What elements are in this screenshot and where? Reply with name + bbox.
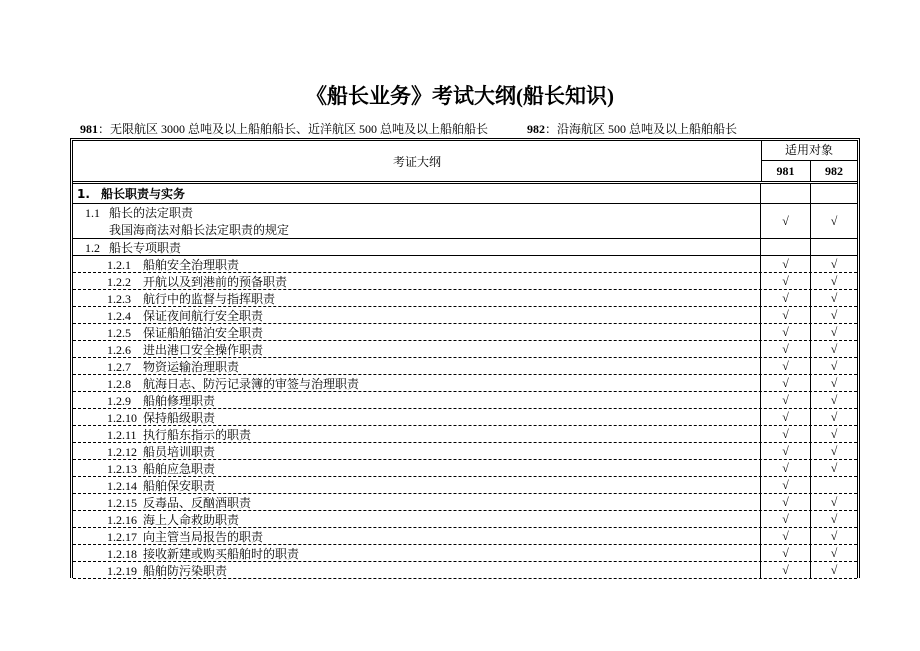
check-981 bbox=[761, 239, 811, 255]
check-mark-icon: √ bbox=[830, 443, 838, 458]
check-981 bbox=[761, 184, 811, 203]
row-text bbox=[73, 545, 761, 561]
row-number: 1.2.5 bbox=[107, 325, 131, 340]
row-number: 1.2.2 bbox=[107, 274, 131, 289]
check-981 bbox=[761, 460, 811, 476]
table-row bbox=[73, 443, 857, 460]
check-mark-icon: √ bbox=[830, 528, 838, 543]
check-981 bbox=[761, 204, 811, 238]
check-mark-icon: √ bbox=[830, 375, 838, 390]
check-mark-icon: √ bbox=[830, 494, 838, 509]
row-number: 1.2.8 bbox=[107, 376, 131, 391]
check-981 bbox=[761, 341, 811, 357]
row-title: 船长职责与实务 bbox=[101, 187, 186, 201]
row-text bbox=[73, 256, 761, 272]
check-981 bbox=[761, 562, 811, 578]
table-row bbox=[73, 460, 857, 477]
check-mark-icon: √ bbox=[830, 307, 838, 322]
row-text bbox=[73, 290, 761, 306]
check-982 bbox=[811, 307, 857, 323]
row-number: 1.2.6 bbox=[107, 342, 131, 357]
table-row bbox=[73, 409, 857, 426]
table-row bbox=[73, 204, 857, 239]
row-number: 1.2 bbox=[85, 240, 100, 255]
row-number: 1.2.9 bbox=[107, 393, 131, 408]
row-text bbox=[73, 239, 761, 255]
check-982 bbox=[811, 256, 857, 272]
row-title: 接收新建或购买船舶时的职责 bbox=[143, 546, 300, 561]
table-row bbox=[73, 562, 857, 579]
row-text bbox=[73, 409, 761, 425]
table-row bbox=[73, 324, 857, 341]
check-mark-icon: √ bbox=[830, 511, 838, 526]
note-982: 982：沿海航区 500 总吨及以上船舶船长 bbox=[527, 122, 738, 136]
check-982 bbox=[811, 426, 857, 442]
check-982 bbox=[811, 409, 857, 425]
check-mark-icon: √ bbox=[782, 562, 789, 577]
row-text bbox=[73, 204, 761, 238]
row-title: 船长专项职责 bbox=[109, 240, 182, 255]
row-number: 1.2.14 bbox=[107, 478, 137, 493]
note-981: 981：无限航区 3000 总吨及以上船舶船长、近洋航区 500 总吨及以上船舶船长 bbox=[80, 122, 489, 136]
check-mark-icon: √ bbox=[830, 273, 838, 288]
row-title: 船舶安全治理职责 bbox=[143, 257, 240, 272]
check-982 bbox=[811, 477, 857, 493]
check-981 bbox=[761, 273, 811, 289]
check-981 bbox=[761, 443, 811, 459]
row-text bbox=[73, 426, 761, 442]
row-text bbox=[73, 443, 761, 459]
table-row bbox=[73, 239, 857, 256]
row-title: 进出港口安全操作职责 bbox=[143, 342, 264, 357]
row-subtext: 我国海商法对船长法定职责的规定 bbox=[109, 223, 290, 237]
header-syllabus: 考证大纲 bbox=[73, 141, 762, 181]
check-981 bbox=[761, 256, 811, 272]
row-title: 船舶防污染职责 bbox=[143, 563, 228, 578]
check-mark-icon: √ bbox=[830, 256, 838, 271]
table-row bbox=[73, 358, 857, 375]
row-text bbox=[73, 324, 761, 340]
check-982 bbox=[811, 511, 857, 527]
check-mark-icon: √ bbox=[830, 409, 838, 424]
check-982 bbox=[811, 239, 857, 255]
check-mark-icon: √ bbox=[782, 392, 789, 407]
check-982 bbox=[811, 443, 857, 459]
header-982: 982 bbox=[825, 164, 843, 178]
table-row bbox=[73, 307, 857, 324]
row-text bbox=[73, 494, 761, 510]
check-mark-icon: √ bbox=[830, 213, 838, 228]
check-mark-icon: √ bbox=[782, 256, 789, 271]
table-row bbox=[73, 426, 857, 443]
row-text bbox=[73, 528, 761, 544]
table-row bbox=[73, 375, 857, 392]
row-title: 航海日志、防污记录簿的审签与治理职责 bbox=[143, 376, 360, 391]
table-body bbox=[73, 184, 857, 578]
check-mark-icon: √ bbox=[782, 511, 789, 526]
row-text bbox=[73, 273, 761, 289]
row-number: 1.2.4 bbox=[107, 308, 131, 323]
table-row bbox=[73, 545, 857, 562]
check-mark-icon: √ bbox=[782, 494, 789, 509]
check-mark-icon: √ bbox=[782, 375, 789, 390]
row-number: 1.2.19 bbox=[107, 563, 137, 578]
row-title: 反毒品、反酗酒职责 bbox=[143, 495, 252, 510]
check-mark-icon: √ bbox=[830, 460, 838, 475]
check-mark-icon: √ bbox=[830, 392, 838, 407]
check-981 bbox=[761, 358, 811, 374]
check-982 bbox=[811, 290, 857, 306]
check-mark-icon: √ bbox=[830, 426, 838, 441]
table-row bbox=[73, 511, 857, 528]
check-982 bbox=[811, 341, 857, 357]
check-982 bbox=[811, 324, 857, 340]
check-mark-icon: √ bbox=[782, 273, 789, 288]
check-982 bbox=[811, 204, 857, 238]
check-mark-icon: √ bbox=[830, 324, 838, 339]
check-mark-icon: √ bbox=[782, 213, 789, 228]
row-title: 保持船级职责 bbox=[143, 410, 216, 425]
table-row bbox=[73, 256, 857, 273]
row-number: 1.2.13 bbox=[107, 461, 137, 476]
row-title: 开航以及到港前的预备职责 bbox=[143, 274, 288, 289]
row-number: 1. bbox=[77, 187, 90, 201]
row-number: 1.2.18 bbox=[107, 546, 137, 561]
check-mark-icon: √ bbox=[782, 341, 789, 356]
check-mark-icon: √ bbox=[830, 341, 838, 356]
check-982 bbox=[811, 494, 857, 510]
check-mark-icon: √ bbox=[782, 443, 789, 458]
check-982 bbox=[811, 392, 857, 408]
row-title: 海上人命救助职责 bbox=[143, 512, 240, 527]
check-981 bbox=[761, 375, 811, 391]
row-title: 船员培训职责 bbox=[143, 444, 216, 459]
syllabus-table bbox=[70, 138, 860, 578]
check-981 bbox=[761, 528, 811, 544]
header-981: 981 bbox=[761, 161, 811, 181]
row-text bbox=[73, 460, 761, 476]
table-row bbox=[73, 341, 857, 358]
check-mark-icon: √ bbox=[782, 477, 789, 492]
row-title: 向主管当局报告的职责 bbox=[143, 529, 264, 544]
table-row bbox=[73, 273, 857, 290]
check-981 bbox=[761, 307, 811, 323]
check-981 bbox=[761, 477, 811, 493]
row-text bbox=[73, 511, 761, 527]
check-mark-icon: √ bbox=[782, 324, 789, 339]
check-mark-icon: √ bbox=[782, 409, 789, 424]
row-text bbox=[73, 307, 761, 323]
check-mark-icon: √ bbox=[782, 358, 789, 373]
document-title: 《船长业务》考试大纲(船长知识) bbox=[306, 84, 614, 108]
row-number: 1.1 bbox=[85, 206, 100, 220]
check-981 bbox=[761, 324, 811, 340]
row-title: 船舶修理职责 bbox=[143, 393, 216, 408]
row-title: 船舶保安职责 bbox=[143, 478, 216, 493]
check-982 bbox=[811, 375, 857, 391]
table-row bbox=[73, 477, 857, 494]
check-mark-icon: √ bbox=[830, 358, 838, 373]
row-title: 执行船东指示的职责 bbox=[143, 427, 252, 442]
check-981 bbox=[761, 290, 811, 306]
check-981 bbox=[761, 426, 811, 442]
header-applicable: 适用对象 bbox=[761, 141, 857, 161]
table-row bbox=[73, 528, 857, 545]
check-981 bbox=[761, 409, 811, 425]
check-982 bbox=[811, 562, 857, 578]
row-text bbox=[73, 477, 761, 493]
check-mark-icon: √ bbox=[782, 460, 789, 475]
row-title: 物资运输治理职责 bbox=[143, 359, 240, 374]
check-981 bbox=[761, 545, 811, 561]
check-mark-icon: √ bbox=[782, 426, 789, 441]
table-row bbox=[73, 290, 857, 307]
row-number: 1.2.15 bbox=[107, 495, 137, 510]
row-number: 1.2.1 bbox=[107, 257, 131, 272]
table-row bbox=[73, 392, 857, 409]
row-number: 1.2.12 bbox=[107, 444, 137, 459]
check-981 bbox=[761, 511, 811, 527]
row-title: 保证船舶锚泊安全职责 bbox=[143, 325, 264, 340]
table-row bbox=[73, 494, 857, 511]
check-982 bbox=[811, 528, 857, 544]
check-mark-icon: √ bbox=[830, 562, 838, 577]
check-mark-icon: √ bbox=[782, 290, 789, 305]
table-header bbox=[73, 141, 857, 184]
check-mark-icon: √ bbox=[782, 528, 789, 543]
row-number: 1.2.10 bbox=[107, 410, 137, 425]
row-text bbox=[73, 562, 761, 578]
check-mark-icon: √ bbox=[830, 290, 838, 305]
check-981 bbox=[761, 494, 811, 510]
check-981 bbox=[761, 392, 811, 408]
check-982 bbox=[811, 460, 857, 476]
check-982 bbox=[811, 184, 857, 203]
row-text bbox=[73, 184, 761, 203]
row-number: 1.2.3 bbox=[107, 291, 131, 306]
check-mark-icon: √ bbox=[782, 545, 789, 560]
row-title: 船长的法定职责 bbox=[109, 206, 194, 220]
row-text bbox=[73, 341, 761, 357]
row-text bbox=[73, 375, 761, 391]
check-mark-icon: √ bbox=[830, 545, 838, 560]
table-row bbox=[73, 184, 857, 204]
row-title: 航行中的监督与指挥职责 bbox=[143, 291, 276, 306]
check-mark-icon: √ bbox=[782, 307, 789, 322]
check-982 bbox=[811, 273, 857, 289]
row-text bbox=[73, 392, 761, 408]
row-number: 1.2.7 bbox=[107, 359, 131, 374]
check-982 bbox=[811, 358, 857, 374]
row-number: 1.2.17 bbox=[107, 529, 137, 544]
row-text bbox=[73, 358, 761, 374]
row-number: 1.2.16 bbox=[107, 512, 137, 527]
row-number: 1.2.11 bbox=[107, 427, 137, 442]
row-title: 保证夜间航行安全职责 bbox=[143, 308, 264, 323]
check-982 bbox=[811, 545, 857, 561]
row-title: 船舶应急职责 bbox=[143, 461, 216, 476]
